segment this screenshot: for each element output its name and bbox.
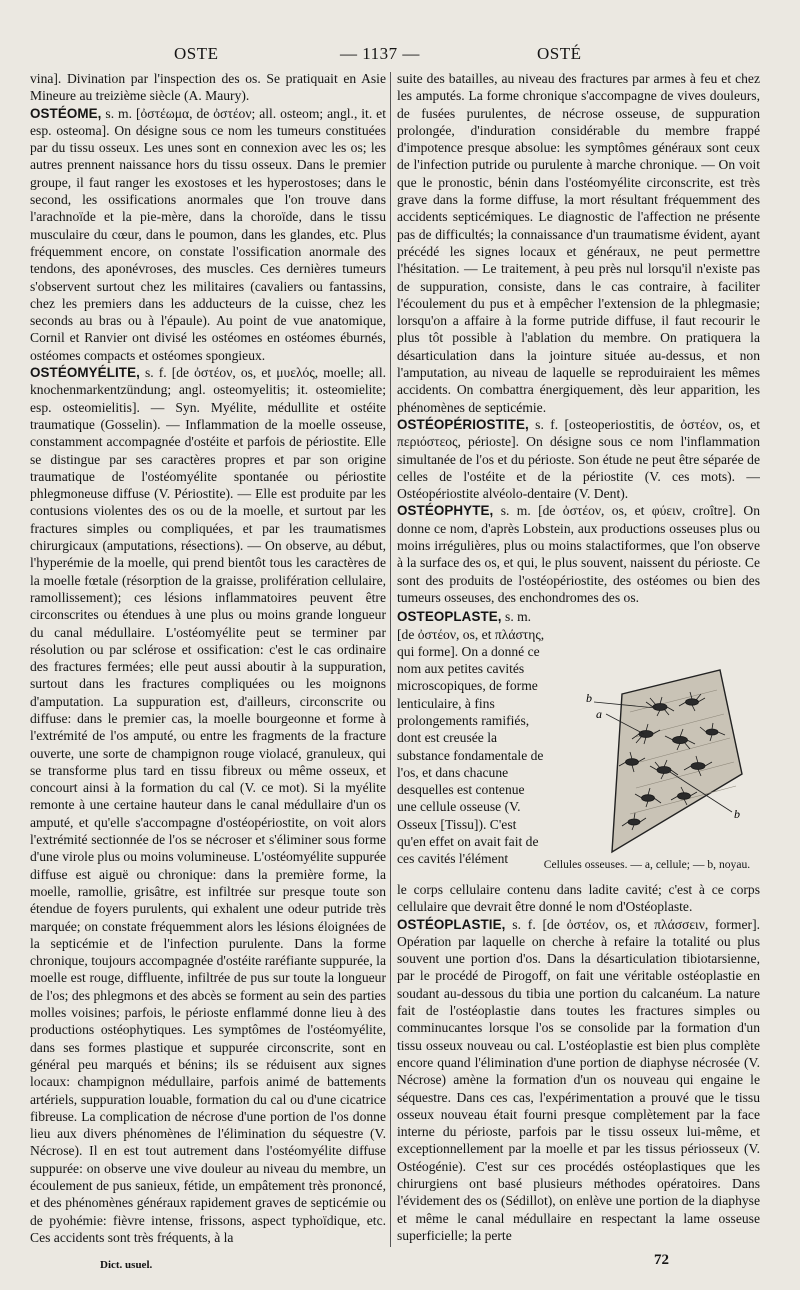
entry-osteoplaste-intro	[397, 608, 547, 870]
bone-cells-figure	[552, 662, 757, 881]
left-column	[30, 70, 386, 1250]
figure-label-b-lower: b	[734, 807, 740, 821]
entry-osteoplaste-body: s. m. [de ὀστέον, os, et πλάστης, qui forme]. On a donné ce nom aux petites cavités microscopiques, de forme lenticulaire, à fins prolongements ramifiés, dont est creusée la substance fondamentale de l'os, et dans chacune desquelles est contenue une cellule osseuse (V. Osseux [Tissu]). C'est qu'en effet on avait fait de ces cavités l'élément	[397, 609, 545, 867]
running-head-right: OSTÉ	[537, 44, 582, 63]
entry-osteomyelite-body: s. f. [de ὀστέον, os, et μυελός, moelle; all. knochenmarkentzündung; angl. osteomyelitis; it. osteomielite; esp. osteomielitis]. — Syn. Myélite, médullite et ostéite traumatique (Gosselin). — Inflammation de la moelle osseuse, constamment accompagnée d'ostéite et parfois de périostite. Elle se distingue par ses caractères propres et par son origine traumatique de l'ostéomyélite spontanée ou périostite phlegmoneuse diffuse (V. Périostite). — Elle est produite par les contusions violentes des os ou de la moelle, et surtout par les fractures simples ou compliquées, et par les traumatismes chirurgicaux (amputations, résections). — On observe, au début, l'hyperémie de la moelle, qui prend bientôt tous les caractères de la moelle fœtale (résorption de la graisse, prolifération cellulaire, ramollissement); ces lésions inflammatoires peuvent être circonscrites ou étendues à une plus ou moins grande longueur du canal médullaire. L'ostéomyélite peut se terminer par résolution ou par sclérose et ossification: c'est le cas ordinaire des fractures fermées; elle peut aussi aboutir à la suppuration, surtout dans les fractures compliquées ou les moignons d'amputation. La suppuration est, d'ailleurs, circonscrite ou diffuse: dans le premier cas, la moelle bourgeonne et forme à l'extrémité de l'os amputé, ou entre les fragments de la fracture ouverte, une sorte de champignon rouge violacé, granuleux, qui se transforme plus tard en tissu fibreux ou même osseux, et concourt ainsi à la formation du cal (V. ce mot). Si la myélite remonte à une certaine hauteur dans le canal médullaire d'un os amputé, et qu'elle s'accompagne d'ostéopériostite, on voit alors l'extrémité sectionnée de l'os se nécroser et s'éliminer sous forme d'une virole plus ou moins volumineuse. L'ostéomyélite suppurée diffuse est aiguë ou chronique: dans la première forme, la moelle, ramollie, grisâtre, est infiltrée sur presque toute son étendue de foyers purulents, qui exhalent une odeur putride très marquée; on constate fréquemment alors les lésions éloignées de la septicémie et de l'infection purulente. Dans la forme chronique, toujours accompagnée d'ostéite raréfiante suppurée, la moelle est rouge, diffluente, infiltrée de pus sur toute la longueur de l'os; des phlegmons et des abcès se forment au sein des parties molles voisines; parfois, le périoste enflammé donne lieu à des productions ostéophytiques. Les symptômes de l'ostéomyélite, dans ses formes plastique et suppurée circonscrite, sont en général peu marqués et bénins; ils se réduisent aux signes locaux: champignon médullaire, parfois animé de battements artériels, suppuration louable, formation du cal ou d'une cicatrice fibreuse. La complication de nécrose d'une portion de l'os donne lieu aux divers phénomènes de l'élimination du séquestre (V. Nécrose). Il en est tout autrement dans l'ostéomyélite diffuse suppurée: on observe une vive douleur au niveau du membre, un écoulement de pus sanieux, fétide, un empâtement très prononcé, et des phénomènes généraux rapidement graves de septicémie ou de pyohémie: fièvre intense, frissons, aspect typhoïdique, etc. Ces accidents sont très fréquents, à la	[30, 365, 386, 1245]
page-number-header: — 1137 —	[340, 44, 420, 63]
running-head	[0, 44, 800, 68]
headword-osteophyte: OSTÉOPHYTE,	[397, 503, 494, 519]
entry-osteomyelite	[30, 364, 386, 1246]
headword-osteoperiostite: OSTÉOPÉRIOSTITE,	[397, 416, 529, 432]
entry-continuation: vina]. Divination par l'inspection des os. Se pratiquait en Asie Mineure au treizième siècle (A. Maury).	[30, 71, 386, 104]
headword-osteoplastie: OSTÉOPLASTIE,	[397, 916, 506, 932]
entry-osteophyte	[397, 502, 760, 606]
figure-label-b: b	[586, 691, 592, 705]
entry-osteoplastie	[397, 916, 760, 1245]
headword-osteoplaste: OSTEOPLASTE,	[397, 609, 502, 625]
footer-sheet-number: 72	[654, 1252, 669, 1268]
entry-osteoplastie-body: s. f. [de ὀστέον, os, et πλάσσειν, former]. Opération par laquelle on cherche à refaire la totalité ou plus souvent une portion d'os. Dans la désarticulation tibiotarsienne, par le procédé de Pirogoff, on fait une véritable ostéoplastie en soudant au-dessous du tibia une portion du calcanéum. La nature fait de l'ostéoplastie dans toutes les fractures simples ou comminucantes lorsque l'os se consolide par la formation d'un tissu osseux nouveau ou cal. L'ostéoplastie est bien plus complète encore quand l'élimination d'une portion de diaphyse nécrosée (V. Nécrose) amène la formation d'un os nouveau qui engaine le séquestre. Dans ces cas, l'expérimentation a prouvé que le tissu osseux nouveau était fourni presque complètement par la face interne du périoste, parfois par le tissu osseux lui-même, et exceptionnellement par la moelle et par les tissus périosseux (V. Ostéogénie). C'est sur ces procédés ostéoplastiques que les chirurgiens ont basé plusieurs méthodes opératoires. Dans l'évidement des os (Sédillot), on enlève une portion de la diaphyse et même le canal médullaire en respectant la lame osseuse superficielle; la perte	[397, 916, 760, 1243]
column-divider	[390, 72, 391, 1247]
entry-continuation-right: suite des batailles, au niveau des fractures par armes à feu et chez les amputés. La forme chronique s'accompagne de vives douleurs, de fusées purulentes, de nécrose osseuse, de suppuration prolongée, d'induration considérable du membre frappé d'impotence presque absolue: les symptômes généraux sont ceux de l'infection putride ou purulente à marche chronique. — On voit que le pronostic, bénin dans l'ostéomyélite circonscrite, est très grave dans la forme diffuse, la mort résultant fréquemment des accidents septicémiques. Le diagnostic de l'affection ne présente pas de difficultés; la connaissance d'un traumatisme évident, ayant précédé les signes locaux et généraux, ne peut permettre l'hésitation. — Le traitement, à peu près nul lorsqu'il n'existe pas de suppuration, consiste, dans le cas contraire, à faciliter l'écoulement du pus et à empêcher l'extension de la phlegmasie; lorsqu'on a affaire à la forme putride diffuse, il faut recourir le plus tôt possible à l'ablation du membre. On pratiquera la désarticulation dans la jointure située au-dessus, et non l'amputation, au niveau de laquelle se reproduiraient les mêmes accidents. On combattra énergiquement, dès leur apparition, les phénomènes de septicémie.	[397, 71, 760, 415]
headword-osteome: OSTÉOME,	[30, 105, 102, 121]
entry-osteoperiostite	[397, 416, 760, 502]
figure-label-a: a	[596, 707, 602, 721]
entry-osteome	[30, 105, 386, 364]
entry-osteoperiostite-body: s. f. [osteoperiostitis, de ὀστέον, os, et περιόστεος, périoste]. On désigne sous ce nom l'inflammation simultanée de l'os et du périoste. Son étude ne peut être séparée de celles de l'ostéite et de la périostite (V. ces mots). — Ostéopériostite alvéolo-dentaire (V. Dent).	[397, 416, 760, 502]
headword-osteomyelite: OSTÉOMYÉLITE,	[30, 365, 140, 381]
figure-caption: Cellules osseuses. — a, cellule; — b, noyau.	[543, 858, 751, 871]
running-head-left: OSTE	[174, 44, 219, 63]
right-column-lower	[397, 881, 760, 1253]
bone-cells-illustration	[552, 662, 757, 877]
entry-osteoplaste-tail: le corps cellulaire contenu dans ladite cavité; c'est à ce corps cellulaire que devrait être donné le nom d'Ostéoplaste.	[397, 882, 760, 915]
entry-osteophyte-body: s. m. [de ὀστέον, os, et φύειν, croître]. On donne ce nom, d'après Lobstein, aux productions osseuses plus ou moins irrégulières, plus ou moins stalactiformes, que l'on observe à la surface des os, et qui, le plus souvent, naissent du périoste. Ce sont des produits de l'ostéopériostite, des ostéomes ou bien des tumeurs osseuses, des enchondromes des os.	[397, 503, 760, 605]
footer-signature: Dict. usuel.	[100, 1259, 153, 1271]
entry-osteome-body: s. m. [ὀστέωμα, de ὀστέον; all. osteom; angl., it. et esp. osteoma]. On désigne sous ce nom les tumeurs constituées par du tissu osseux. Les unes sont en connexion avec les os; les autres prennent naissance hors du tissu osseux. Dans le premier groupe, il faut ranger les exostoses et les hyperostoses; dans le second, les ossifications anormales que l'on trouve dans l'arachnoïde et la pie-mère, dans la choroïde, dans le tissu musculaire du cœur, dans le poumon, dans les glandes, etc. Plus fréquemment encore, on constate l'ossification anormale des tendons, des aponévroses, des muscles. Ces dernières tumeurs s'observent surtout chez les militaires (cavaliers ou fantassins, chez les premiers dans les adducteurs de la cuisse, chez les seconds au bras ou à l'épaule). Au point de vue anatomique, Cornil et Ranvier ont divisé les ostéomes en ostéomes éburnés, ostéomes compacts et ostéomes spongieux.	[30, 105, 386, 363]
